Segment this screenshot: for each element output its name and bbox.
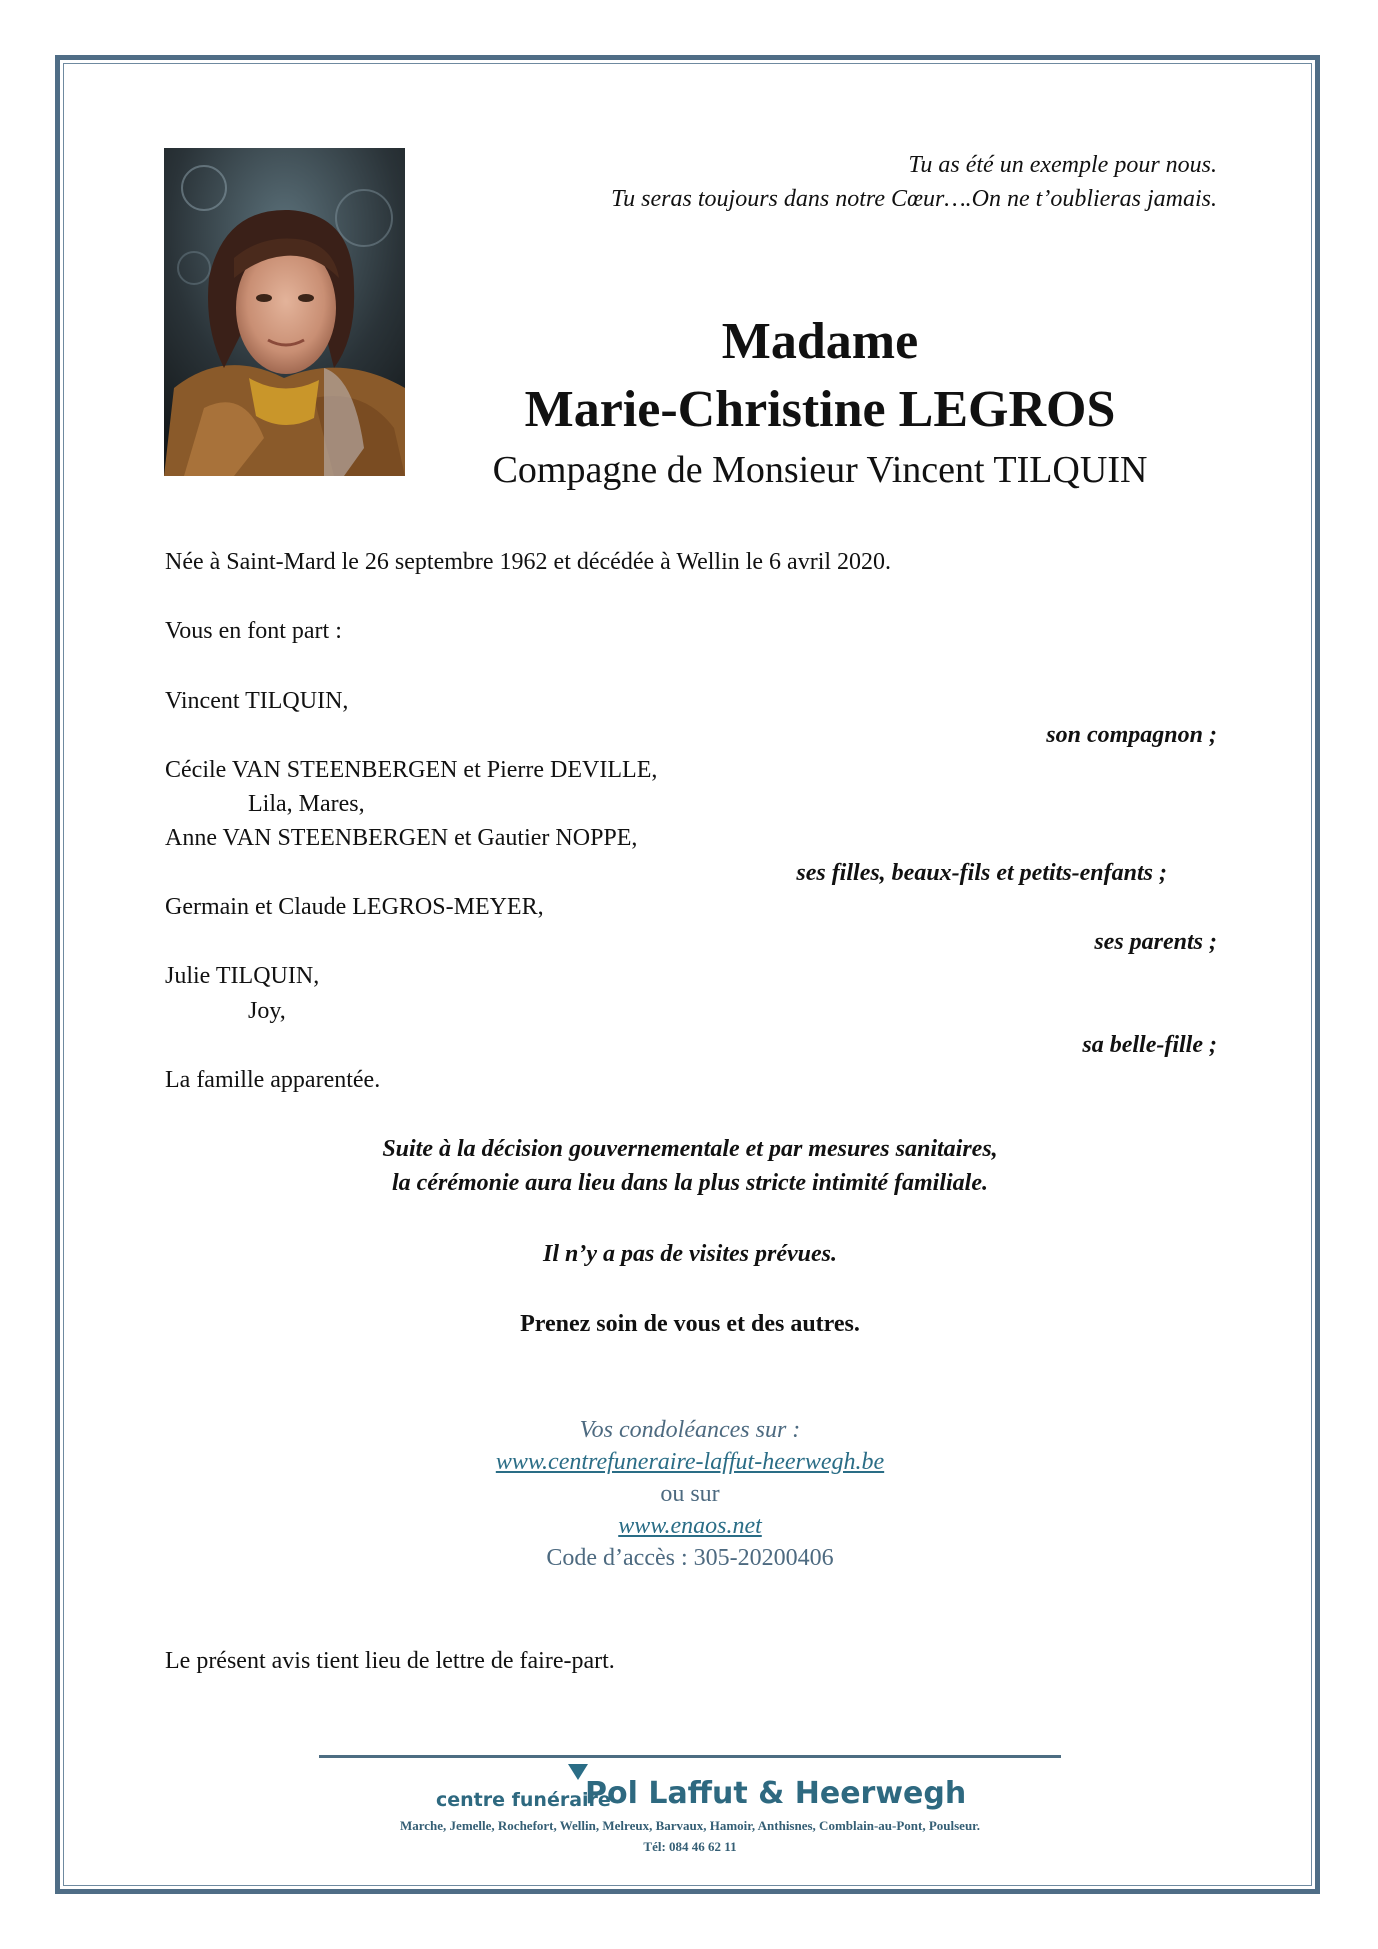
family-stepdaughter-child: Joy, (248, 998, 286, 1024)
condolences-link-enaos[interactable]: www.enaos.net (618, 1513, 762, 1539)
family-daughter-2: Anne VAN STEENBERGEN et Gautier NOPPE, (165, 825, 638, 851)
announcers-intro: Vous en font part : (165, 618, 342, 644)
logo-brand-name: Pol Laffut & Heerwegh (585, 1776, 967, 1811)
epitaph-line-2: Tu seras toujours dans notre Cœur….On ne t’oublieras jamais. (611, 186, 1217, 212)
birth-death-line: Née à Saint-Mard le 26 septembre 1962 et décédée à Wellin le 6 avril 2020. (165, 549, 892, 575)
ceremony-notice-line-1: Suite à la décision gouvernementale et par mesures sanitaires, (382, 1136, 998, 1162)
family-daughter-1: Cécile VAN STEENBERGEN et Pierre DEVILLE, (165, 757, 658, 783)
deceased-name: Marie-Christine LEGROS (524, 381, 1116, 438)
take-care-notice: Prenez soin de vous et des autres. (520, 1311, 860, 1337)
condolences-intro: Vos condoléances sur : (579, 1417, 801, 1443)
closing-line: Le présent avis tient lieu de lettre de faire-part. (165, 1648, 615, 1674)
family-stepdaughter-name: Julie TILQUIN, (165, 963, 320, 989)
family-partner-role: son compagnon ; (1046, 722, 1217, 748)
condolences-or: ou sur (660, 1481, 720, 1507)
epitaph-line-1: Tu as été un exemple pour nous. (908, 152, 1217, 178)
condolences-link-funeral-centre[interactable]: www.centrefuneraire-laffut-heerwegh.be (495, 1449, 885, 1475)
family-stepdaughter-role: sa belle-fille ; (1082, 1032, 1217, 1058)
condolences-access-code: Code d’accès : 305-20200406 (546, 1545, 834, 1571)
family-partner-name: Vincent TILQUIN, (165, 688, 349, 714)
family-relatives: La famille apparentée. (165, 1067, 381, 1093)
family-parents-name: Germain et Claude LEGROS-MEYER, (165, 894, 544, 920)
footer-towns: Marche, Jemelle, Rochefort, Wellin, Melreux, Barvaux, Hamoir, Anthisnes, Comblain-au-Pont, Poulseur. (399, 1818, 981, 1833)
portrait-photo (164, 148, 405, 476)
family-grandchildren-1: Lila, Mares, (248, 791, 365, 817)
honorific: Madame (721, 313, 919, 370)
no-visits-notice: Il n’y a pas de visites prévues. (543, 1241, 837, 1267)
ceremony-notice-line-2: la cérémonie aura lieu dans la plus stricte intimité familiale. (391, 1170, 988, 1196)
family-daughters-role: ses filles, beaux-fils et petits-enfants ; (796, 860, 1167, 886)
footer-phone: Tél: 084 46 62 11 (643, 1839, 737, 1854)
family-parents-role: ses parents ; (1094, 929, 1217, 955)
relation-subtitle: Compagne de Monsieur Vincent TILQUIN (492, 449, 1148, 491)
footer-divider (319, 1755, 1061, 1758)
logo-small-text: centre funéraire (436, 1789, 611, 1811)
